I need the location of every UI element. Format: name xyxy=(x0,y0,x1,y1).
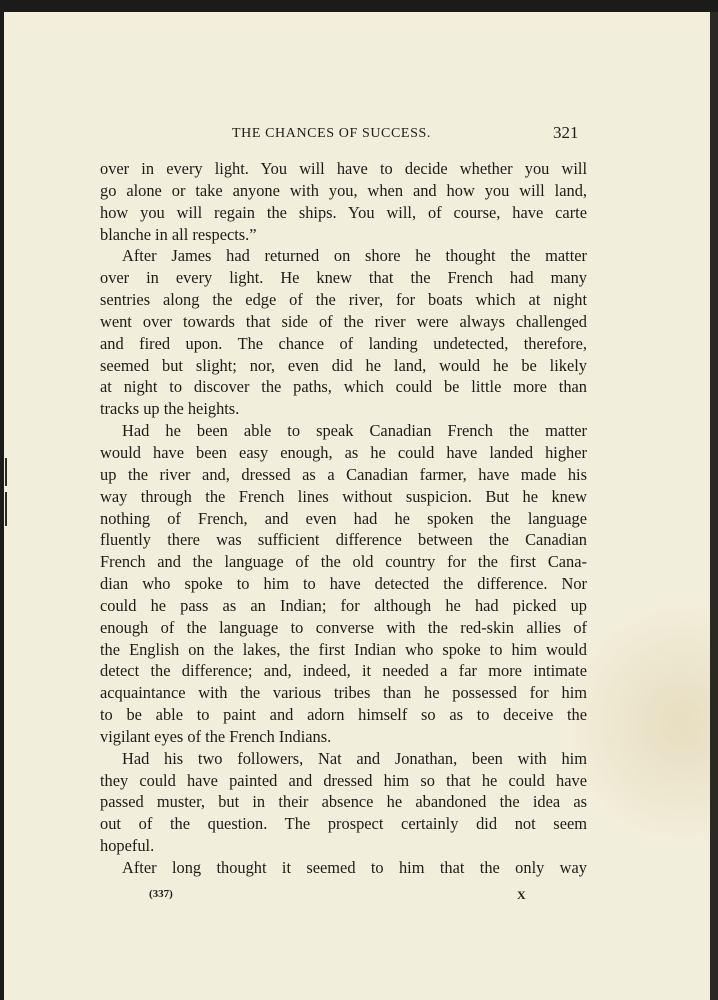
text-line: how you will regain the ships. You will, of course, have carte xyxy=(100,202,587,222)
text-line: detect the difference; and, indeed, it needed a far more intimate xyxy=(100,661,587,681)
text-line: French and the language of the old country for the first Cana- xyxy=(100,552,587,572)
signature-letter: X xyxy=(517,888,526,902)
text-line: After long thought it seemed to him that the only way xyxy=(122,858,587,877)
running-title: THE CHANCES OF SUCCESS. xyxy=(232,126,431,141)
page-footer xyxy=(4,888,710,908)
text-line: dian who spoke to him to have detected the difference. Nor xyxy=(100,574,587,594)
text-line: Had he been able to speak Canadian French the matter xyxy=(122,421,587,441)
text-line: the English on the lakes, the first Indian who spoke to him would xyxy=(100,639,587,659)
text-line: Had his two followers, Nat and Jonathan, been with him xyxy=(122,748,587,768)
signature-number: (337) xyxy=(149,888,173,900)
text-line: over in every light. He knew that the French had many xyxy=(100,268,587,288)
text-line: blanche in all respects.” xyxy=(100,224,257,244)
page-edge-shadow xyxy=(710,12,718,1000)
text-line: up the river and, dressed as a Canadian farmer, have made his xyxy=(100,464,587,484)
margin-mark xyxy=(5,458,7,486)
text-line: at night to discover the paths, which could be little more than xyxy=(100,377,587,397)
text-line: sentries along the edge of the river, for boats which at night xyxy=(100,290,587,310)
text-line: would have been easy enough, as he could have landed higher xyxy=(100,442,587,462)
text-line: vigilant eyes of the French Indians. xyxy=(100,726,332,746)
text-line: could he pass as an Indian; for although he had picked up xyxy=(100,595,587,615)
text-line: out of the question. The prospect certainly did not seem xyxy=(100,814,587,834)
text-line: passed muster, but in their absence he abandoned the idea as xyxy=(100,792,587,812)
text-line: way through the French lines without suspicion. But he knew xyxy=(100,486,587,506)
page-header xyxy=(4,122,710,148)
text-line: seemed but slight; nor, even did he land, would he be likely xyxy=(100,355,587,375)
text-line: After James had returned on shore he thought the matter xyxy=(122,246,587,266)
page-number: 321 xyxy=(553,123,579,142)
text-line: tracks up the heights. xyxy=(100,399,240,419)
text-line: and fired upon. The chance of landing undetected, therefore, xyxy=(100,333,587,353)
book-page xyxy=(4,12,710,1000)
text-line: nothing of French, and even had he spoken the language xyxy=(100,508,587,528)
text-line: fluently there was sufficient difference between the Canadian xyxy=(100,530,587,550)
text-line: go alone or take anyone with you, when and how you will land, xyxy=(100,180,587,200)
text-line: hopeful. xyxy=(100,836,155,856)
body-text xyxy=(100,158,587,879)
text-line: they could have painted and dressed him so that he could have xyxy=(100,770,587,790)
margin-mark xyxy=(5,492,7,526)
text-line: enough of the language to converse with the red-skin allies of xyxy=(100,617,587,637)
text-line: to be able to paint and adorn himself so as to deceive the xyxy=(100,705,587,725)
text-line: acquaintance with the various tribes than he possessed for him xyxy=(100,683,587,703)
text-line: over in every light. You will have to decide whether you will xyxy=(100,159,587,178)
text-line: went over towards that side of the river were always challenged xyxy=(100,311,587,331)
